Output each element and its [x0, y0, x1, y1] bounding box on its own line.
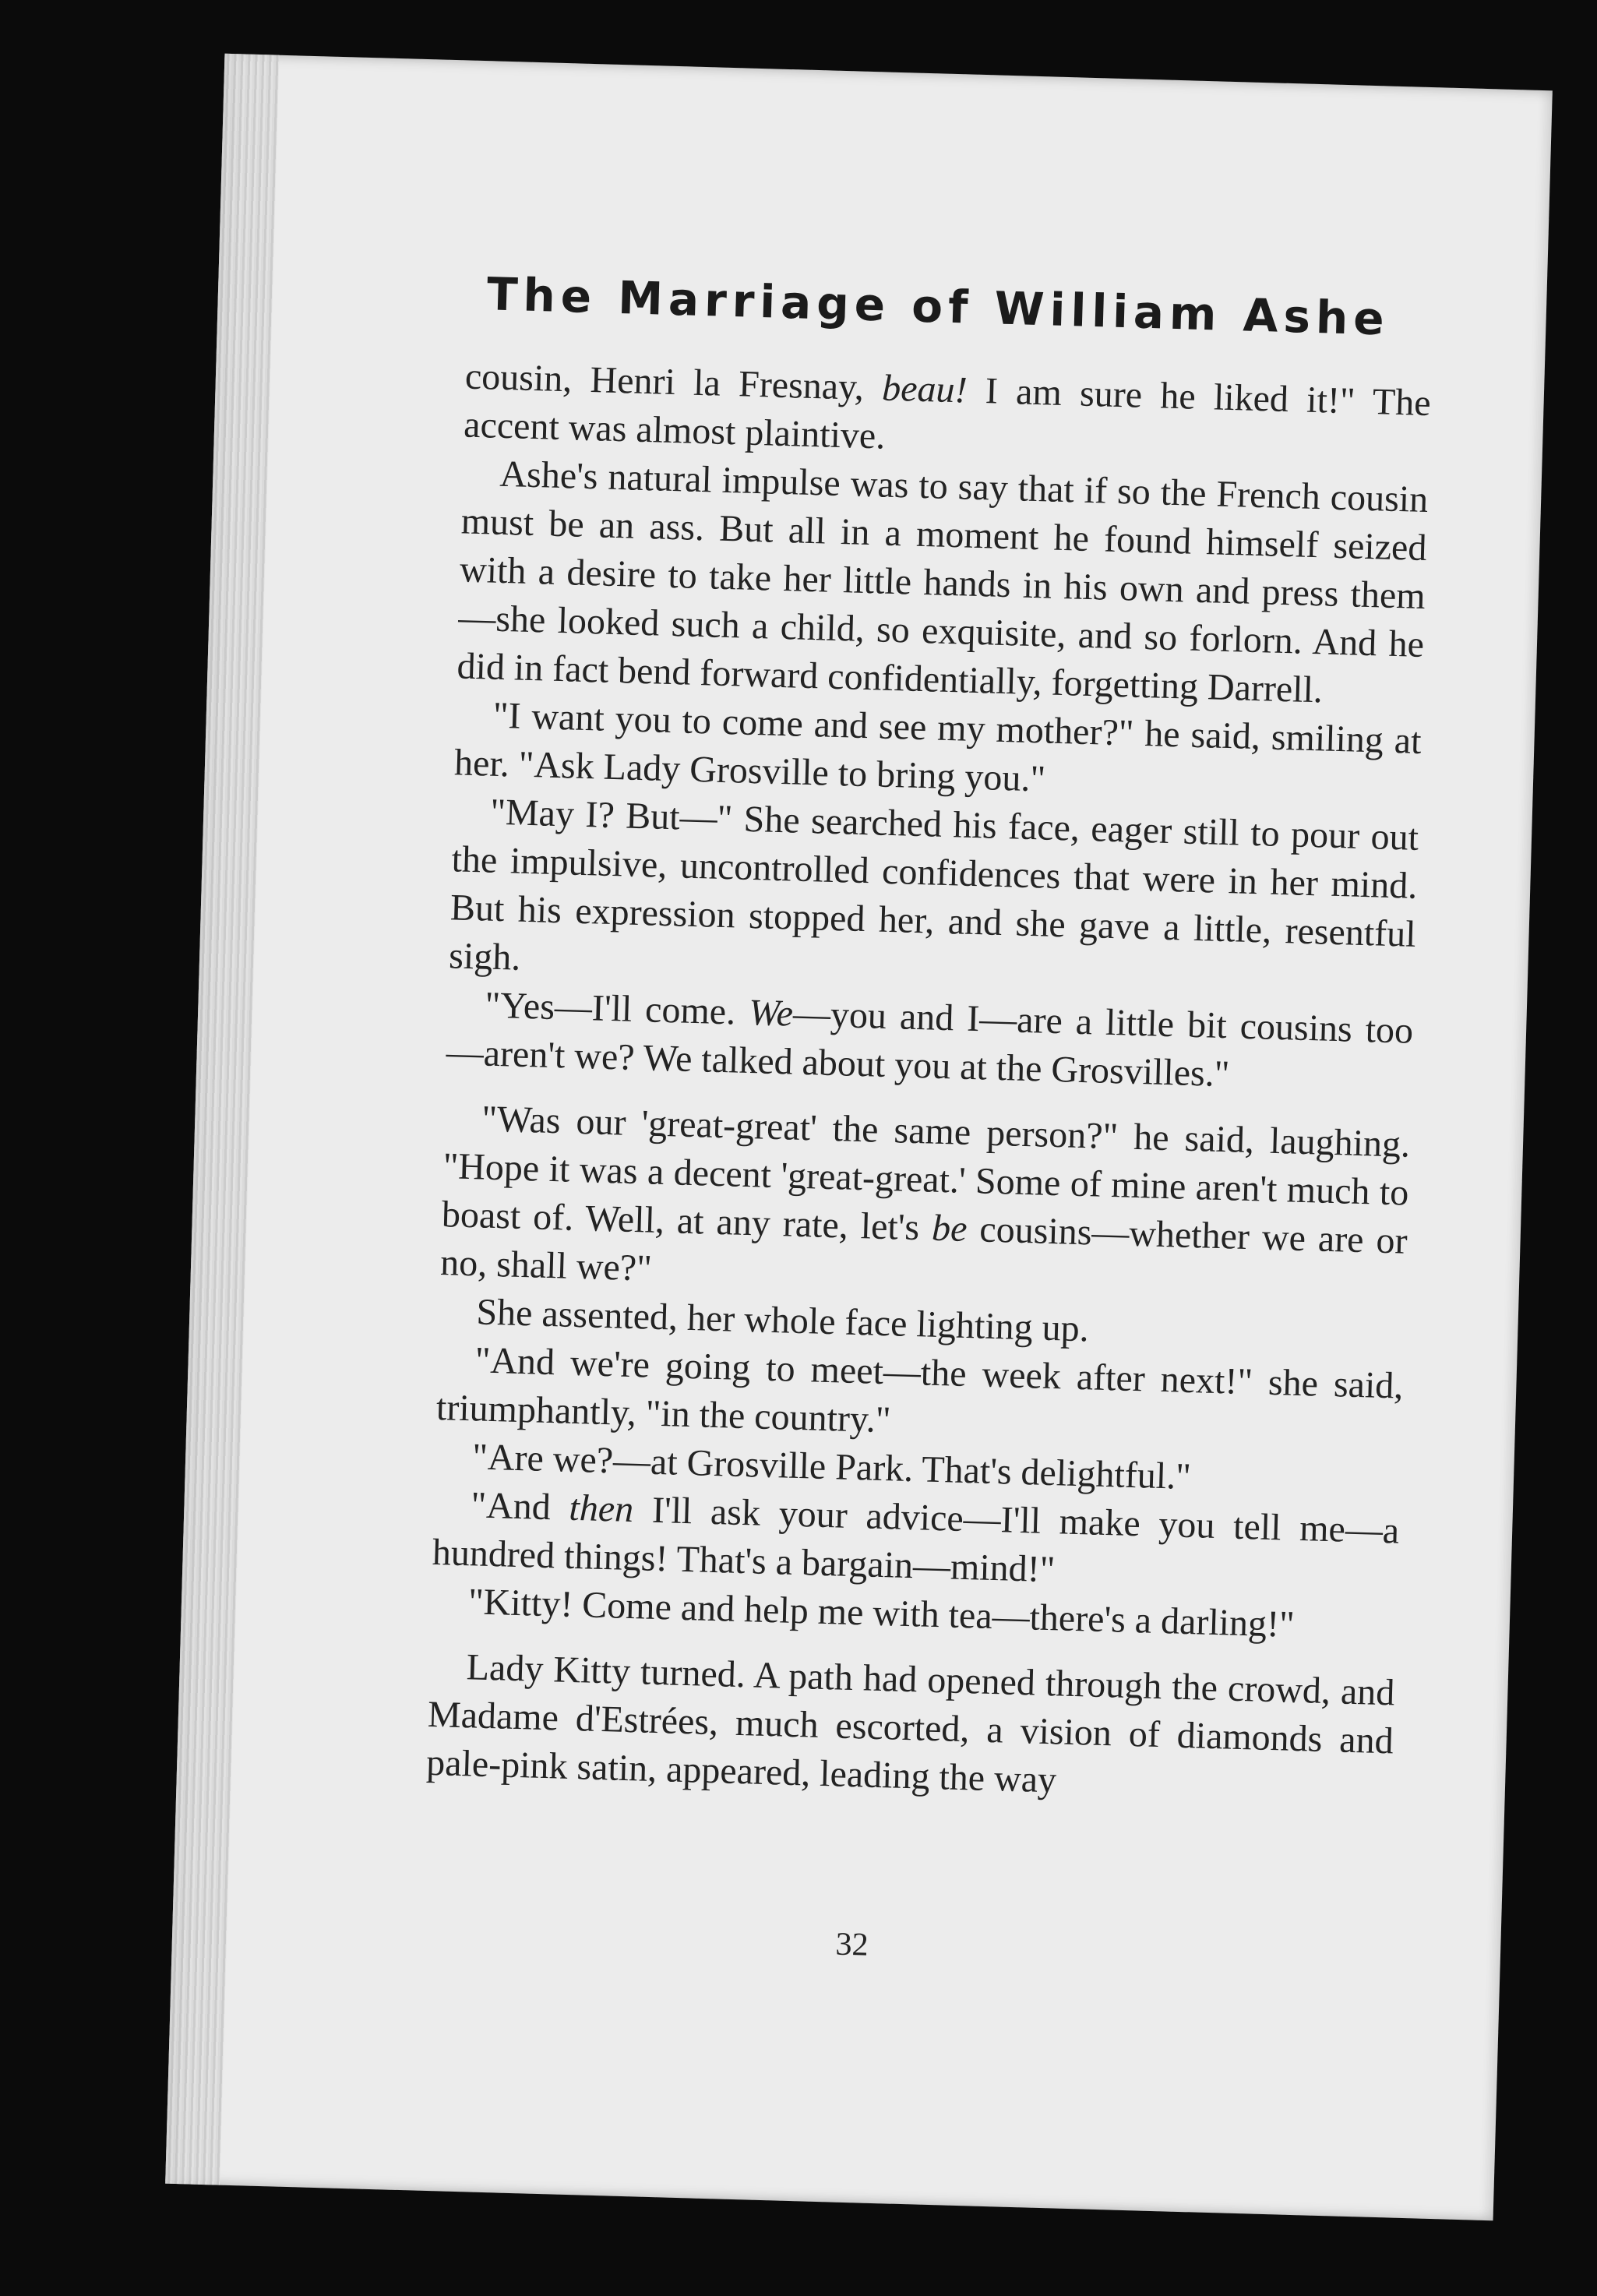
- paragraph: cousin, Henri la Fresnay, beau! I am sure he liked it!" The accent was almost plaintive.: [463, 355, 1432, 457]
- running-head: The Marriage of William Ashe: [486, 267, 1391, 346]
- paragraph: She assented, her whole face lighting up.: [475, 1291, 1090, 1350]
- paragraph: "Was our 'great-great' the same person?" he said, laughing. "Hope it was a decent 'great-great.' Some of mine aren't much to boast of. Well, at any rate, let's be cousins—whether we are or no, shall we?": [439, 1098, 1411, 1289]
- body-text: [425, 353, 1431, 1815]
- paragraph: "May I? But—" She searched his face, eager still to pour out the impulsive, uncontrolled confidences that were in her mind. But his expression stopped her, and she gave a little, resentful sigh.: [448, 791, 1419, 979]
- paragraph: "I want you to come and see my mother?" he said, smiling at her. "Ask Lady Grosville to bring you.": [453, 694, 1422, 800]
- italic-text: We: [748, 992, 794, 1035]
- italic-text: beau!: [881, 367, 968, 411]
- italic-text: then: [568, 1487, 634, 1531]
- paragraph: "And we're going to meet—the week after next!" she said, triumphantly, "in the country.": [435, 1339, 1405, 1441]
- paragraph: "Yes—I'll come. We—you and I—are a little bit cousins too—aren't we? We talked about you at the Grosvilles.": [446, 984, 1414, 1095]
- paragraph: "Are we?—at Grosville Park. That's delightful.": [471, 1436, 1192, 1498]
- page-gutter: [165, 54, 279, 2185]
- paragraph: "Kitty! Come and help me with tea—there's a darling!": [467, 1581, 1296, 1645]
- book-page: [165, 54, 1553, 2221]
- paragraph: Lady Kitty turned. A path had opened through the crowd, and Madame d'Estrées, much escorted, a vision of diamonds and pale-pink satin, appeared, leading the way: [425, 1646, 1396, 1801]
- paragraph: Ashe's natural impulse was to say that if so the French cousin must be an ass. But all in a moment he found himself seized with a desire to take her little hands in his own and press them—she looked such a child, so exquisite, and so forlorn. And he did in fact bend forward confidentially, forgetting Darrell.: [456, 453, 1429, 711]
- italic-text: be: [931, 1207, 968, 1250]
- page-number: 32: [834, 1926, 869, 1963]
- paragraph: "And then I'll ask your advice—I'll make you tell me—a hundred things! That's a bargain—mind!": [432, 1484, 1400, 1591]
